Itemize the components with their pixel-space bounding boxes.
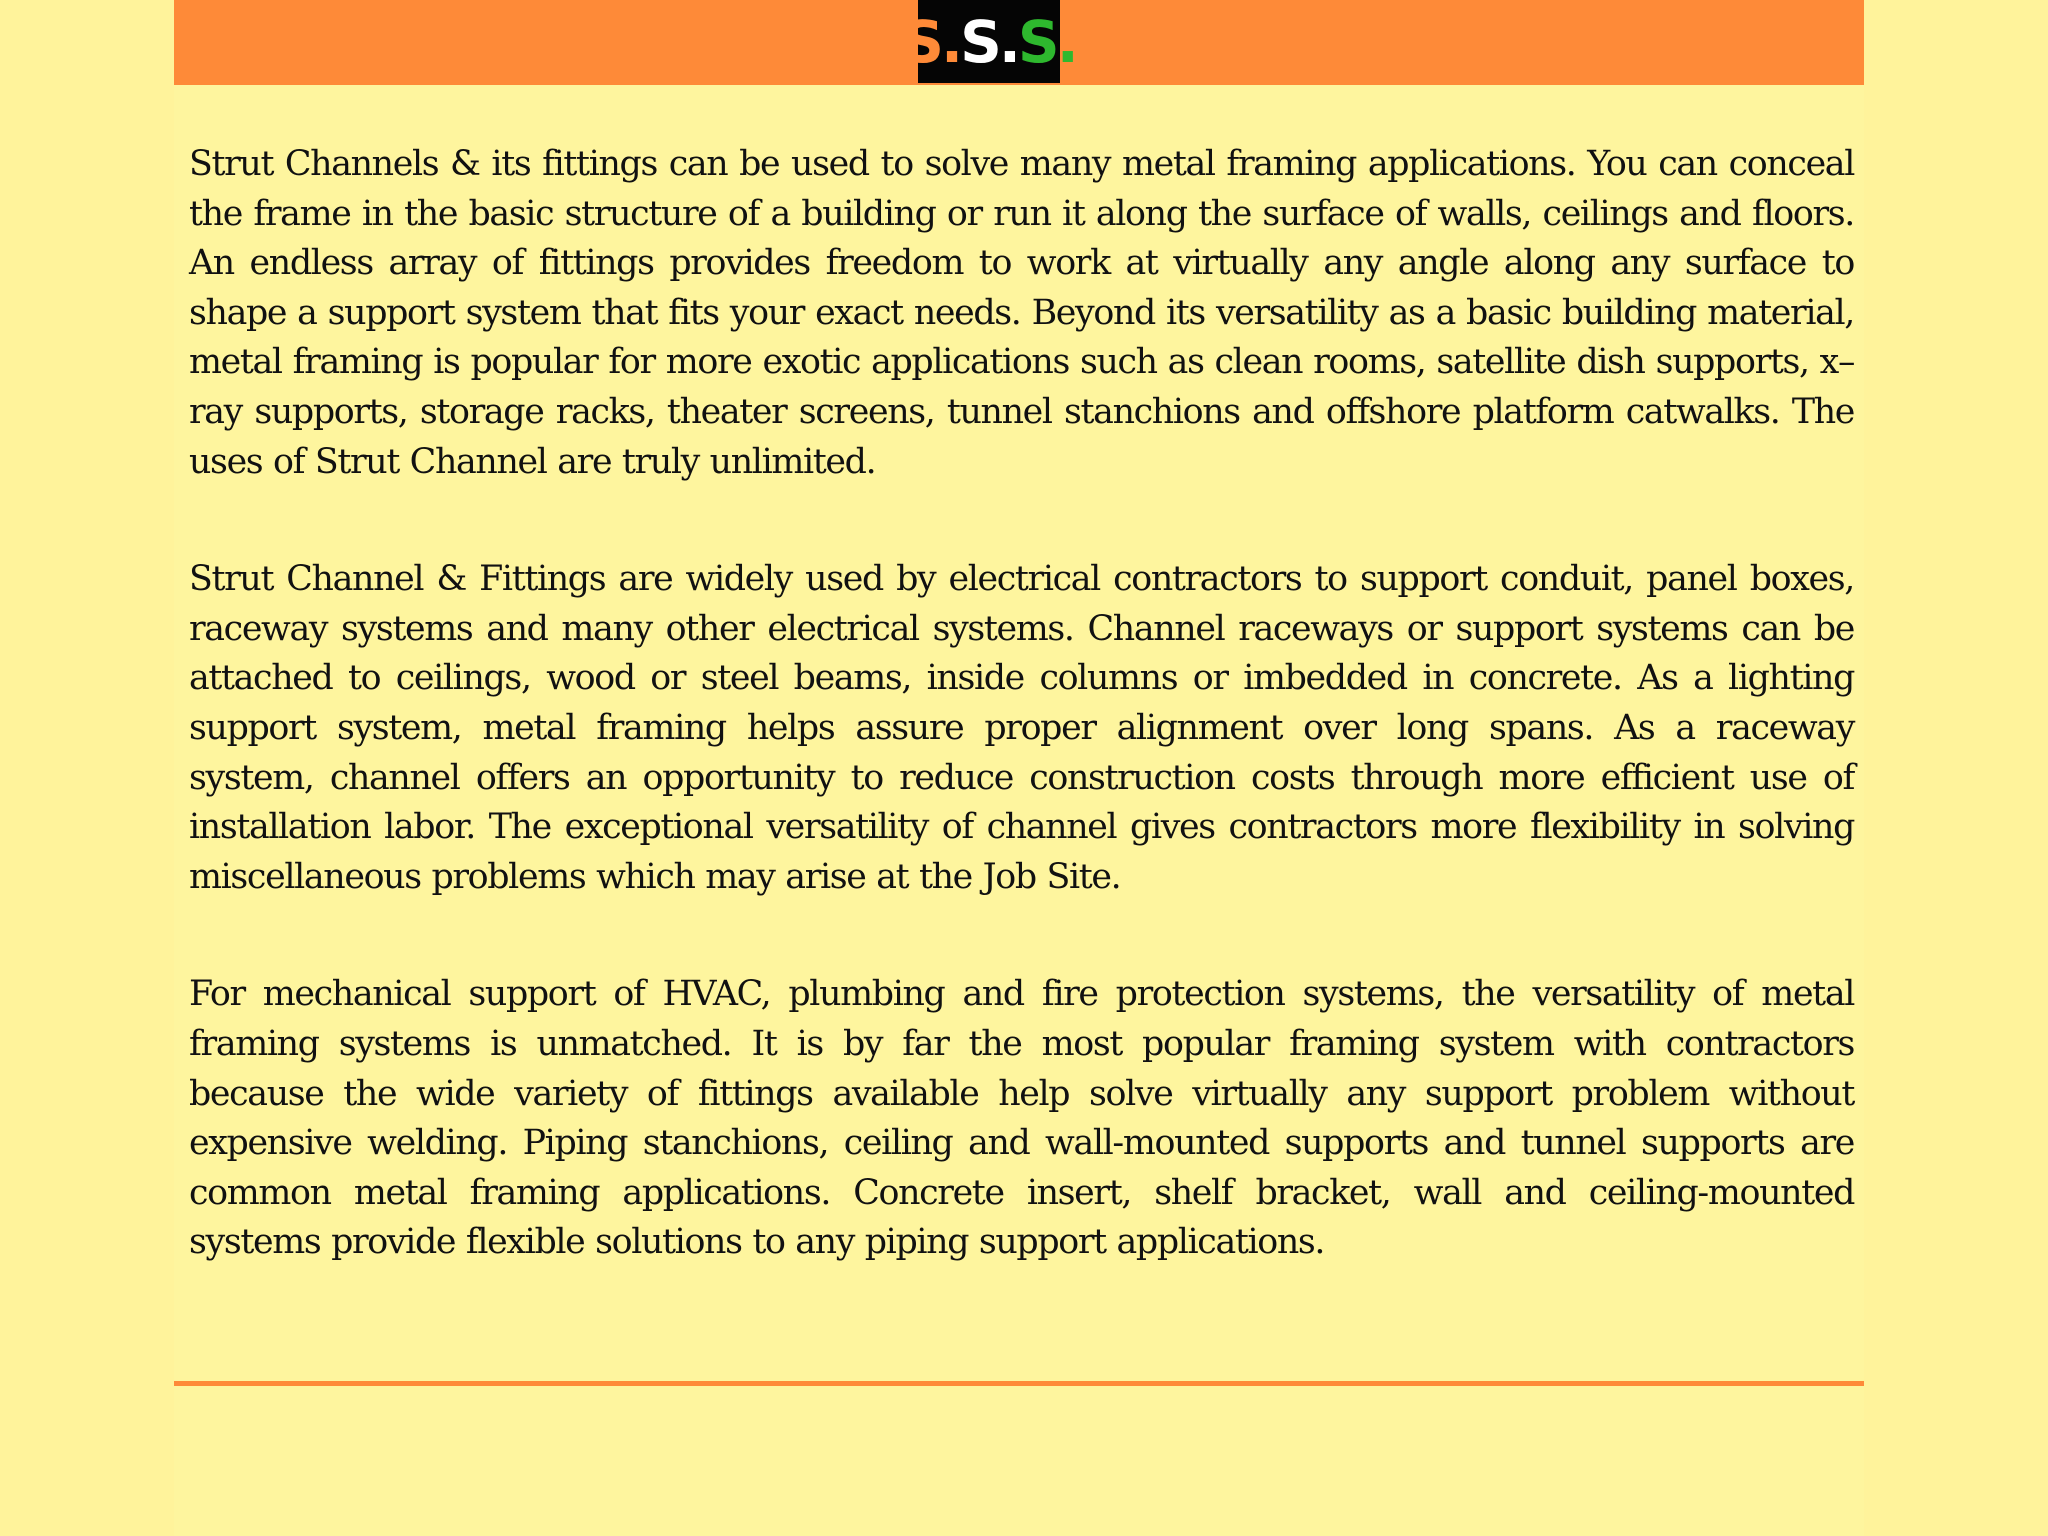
body-text bbox=[189, 140, 1854, 1336]
logo-dot-1: . bbox=[941, 7, 961, 76]
paragraph-strut-channels: Strut Channels & its fittings can be used to solve many metal framing applications. You can conceal the frame in the basic structure of a building or run it along the surface of walls, ceilings and floors. An endless array of fittings provides freedom to work at virtually any angle along any surface to shape a support system that fits your exact needs. Beyond its versatility as a basic building material, metal framing is popular for more exotic applications such as clean rooms, satellite dish supports, x–ray supports, storage racks, theater screens, tunnel stanchions and offshore platform catwalks. The uses of Strut Channel are truly unlimited. bbox=[189, 144, 1854, 482]
logo-letter-s1: S bbox=[902, 7, 942, 76]
logo-dot-3: . bbox=[1056, 7, 1076, 76]
logo-letter-s3: S bbox=[1017, 7, 1057, 76]
document-page bbox=[174, 0, 1864, 1536]
sss-logo bbox=[902, 0, 1076, 83]
logo-dot-2: . bbox=[998, 7, 1018, 76]
footer-rule bbox=[174, 1381, 1864, 1386]
paragraph-mechanical: For mechanical support of HVAC, plumbing and fire protection systems, the versatility of metal framing systems is unmatched. It is by far the most popular framing system with contractors because the wide variety of fittings available help solve virtually any support problem without expensive welding. Piping stanchions, ceiling and wall-mounted supports and tunnel supports are common metal framing applications. Concrete insert, shelf bracket, wall and ceiling-mounted systems provide flexible solutions to any piping support applications. bbox=[189, 974, 1854, 1263]
logo-letter-s2: S bbox=[960, 7, 999, 76]
header-bar bbox=[174, 0, 1864, 85]
paragraph-electrical: Strut Channel & Fittings are widely used by electrical contractors to support conduit, panel boxes, raceway systems and many other electrical systems. Channel raceways or support systems can be attached to ceilings, wood or steel beams, inside columns or imbedded in concrete. As a lighting support system, metal framing helps assure proper alignment over long spans. As a raceway system, channel offers an opportunity to reduce construction costs through more efficient use of installation labor. The exceptional versatility of channel gives contractors more flexibility in solving miscellaneous problems which may arise at the Job Site. bbox=[189, 559, 1854, 897]
